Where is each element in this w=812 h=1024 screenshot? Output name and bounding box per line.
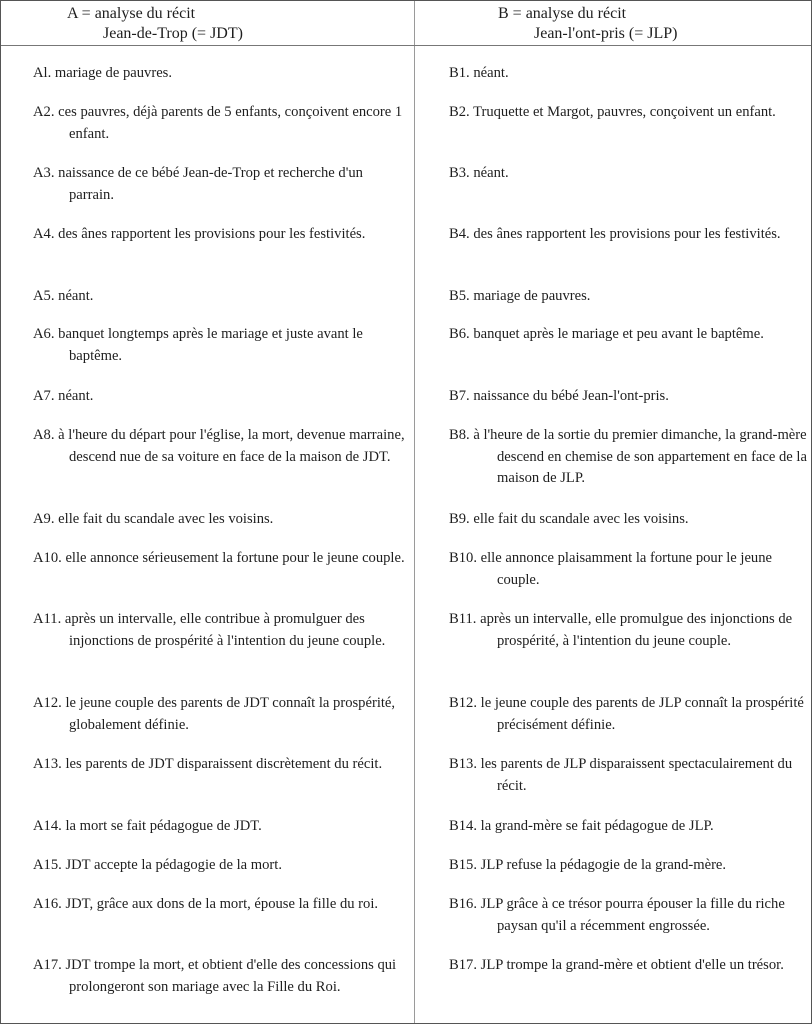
item-text: la mort se fait pédagogue de JDT. [65,818,262,834]
item-text: à l'heure de la sortie du premier dimanche, la grand-mère descend en chemise de son appartement en face de la maison de JLP. [473,427,807,486]
item-text: mariage de pauvres. [54,65,173,81]
list-item [449,102,809,124]
item-label: A6. [33,326,55,342]
list-item [449,386,809,408]
item-label: B17. [449,957,477,973]
item-text: mariage de pauvres. [473,288,591,304]
item-text: le jeune couple des parents de JDT connaît la prospérité, globalement définie. [65,695,396,733]
item-text: à l'heure du départ pour l'église, la mort, devenue marraine, descend nue de sa voiture en face de la maison de JDT. [58,427,405,465]
item-text: JDT, grâce aux dons de la mort, épouse la fille du roi. [65,896,379,912]
item-label: B8. [449,427,470,443]
item-label: B9. [449,511,470,527]
item-text: les parents de JDT disparaissent discrètement du récit. [65,756,383,772]
item-text: elle fait du scandale avec les voisins. [473,511,689,527]
list-item [33,425,408,468]
item-text: JDT trompe la mort, et obtient d'elle des concessions qui prolongeront son mariage avec la Fille du Roi. [65,957,397,995]
list-item [33,286,408,308]
list-item [449,754,809,797]
list-item [449,816,809,838]
list-item [449,693,809,736]
item-text: banquet longtemps après le mariage et juste avant le baptême. [58,326,363,364]
item-text: les parents de JLP disparaissent spectaculairement du récit. [480,756,793,794]
item-label: B6. [449,326,470,342]
item-text: néant. [58,388,94,404]
item-label: B16. [449,896,477,912]
list-item [449,509,809,531]
list-item [33,693,408,736]
list-item [449,163,809,185]
item-text: JLP grâce à ce trésor pourra épouser la fille du riche paysan qu'il a récemment engrossée. [480,896,785,934]
list-item [449,548,809,591]
item-text: des ânes rapportent les provisions pour les festivités. [58,226,366,242]
item-label: A10. [33,550,62,566]
item-label: A16. [33,896,62,912]
item-label: A11. [33,611,62,627]
item-text: des ânes rapportent les provisions pour les festivités. [473,226,781,242]
column-a-heading [67,4,243,44]
item-label: B2. [449,104,470,120]
item-label: B5. [449,288,470,304]
item-label: B10. [449,550,477,566]
list-item [449,63,809,85]
list-item [33,754,408,776]
item-label: A13. [33,756,62,772]
item-text: naissance du bébé Jean-l'ont-pris. [473,388,669,404]
header-rule [1,45,811,46]
list-item [33,548,408,570]
item-label: B7. [449,388,470,404]
item-text: elle fait du scandale avec les voisins. [58,511,274,527]
list-item [33,894,408,916]
list-item [33,816,408,838]
list-item [33,163,408,206]
item-label: B13. [449,756,477,772]
list-item [449,609,809,652]
item-label: A5. [33,288,55,304]
item-text: elle annonce sérieusement la fortune pour le jeune couple. [65,550,405,566]
column-b-heading-line1: B = analyse du récit [498,5,627,22]
item-text: néant. [473,165,509,181]
item-label: Al. [33,65,52,81]
list-item [449,855,809,877]
item-label: B11. [449,611,477,627]
item-text: la grand-mère se fait pédagogue de JLP. [480,818,714,834]
column-a-heading-line2: Jean-de-Trop (= JDT) [103,25,243,42]
list-item [33,102,408,145]
column-b-heading-line2: Jean-l'ont-pris (= JLP) [534,25,678,42]
list-item [33,855,408,877]
item-text: elle annonce plaisamment la fortune pour le jeune couple. [480,550,772,588]
column-a-heading-line1: A = analyse du récit [67,5,196,22]
item-label: B12. [449,695,477,711]
item-text: après un intervalle, elle promulgue des injonctions de prospérité, à l'intention du jeune couple. [480,611,793,649]
list-item [33,386,408,408]
list-item [449,224,809,246]
list-item [449,955,809,977]
item-label: A15. [33,857,62,873]
item-label: B14. [449,818,477,834]
item-text: JLP trompe la grand-mère et obtient d'elle un trésor. [480,957,784,973]
item-text: banquet après le mariage et peu avant le baptême. [473,326,764,342]
item-label: A3. [33,165,55,181]
list-item [33,509,408,531]
item-label: A9. [33,511,55,527]
item-label: A4. [33,226,55,242]
list-item [449,286,809,308]
item-label: B4. [449,226,470,242]
list-item [33,609,408,652]
item-label: A2. [33,104,55,120]
item-text: Truquette et Margot, pauvres, conçoivent un enfant. [473,104,776,120]
column-b-heading [498,4,677,44]
item-label: A17. [33,957,62,973]
column-divider [414,1,415,1023]
item-label: B15. [449,857,477,873]
item-text: néant. [473,65,509,81]
item-text: JDT accepte la pédagogie de la mort. [65,857,282,873]
list-item [33,324,408,367]
list-item [449,324,809,346]
item-label: B3. [449,165,470,181]
list-item [33,224,408,246]
item-text: naissance de ce bébé Jean-de-Trop et recherche d'un parrain. [58,165,363,203]
list-item [33,63,408,85]
item-text: après un intervalle, elle contribue à promulguer des injonctions de prospérité à l'intention du jeune couple. [64,611,386,649]
list-item [449,425,809,490]
item-label: A14. [33,818,62,834]
item-label: B1. [449,65,470,81]
list-item [449,894,809,937]
item-text: JLP refuse la pédagogie de la grand-mère. [480,857,727,873]
item-label: A7. [33,388,55,404]
item-text: ces pauvres, déjà parents de 5 enfants, conçoivent encore 1 enfant. [58,104,403,142]
item-text: néant. [58,288,94,304]
item-label: A8. [33,427,55,443]
list-item [33,955,408,998]
item-label: A12. [33,695,62,711]
item-text: le jeune couple des parents de JLP connaît la prospérité précisément définie. [480,695,804,733]
